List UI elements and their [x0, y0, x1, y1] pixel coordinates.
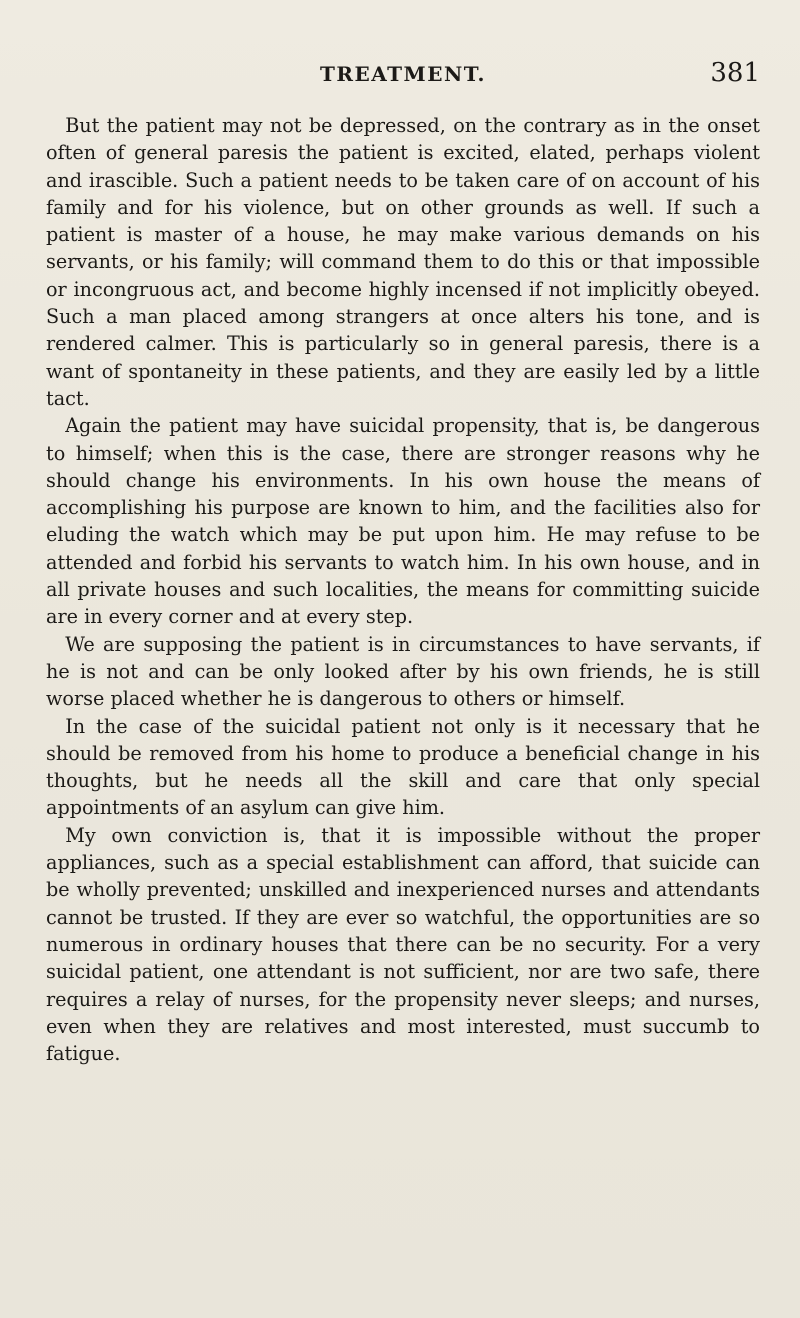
paragraph: Again the patient may have suicidal propensity, that is, be dangerous to himself; when this is the case, there are stronger reasons why he should change his environments. In his own house the means of accomplishing his purpose are known to him, and the facilities also for eluding the watch which may be put upon him. He may refuse to be attended and forbid his servants to watch him. In his own house, and in all private houses and such localities, the means for committing suicide are in every corner and at every step. — [46, 414, 760, 629]
paragraph: We are supposing the patient is in circumstances to have servants, if he is not and can be only looked after by his own friends, he is still worse placed whether he is dangerous to others or himself. — [46, 632, 760, 711]
page-number: 381 — [710, 58, 760, 88]
paragraph: But the patient may not be depressed, on the contrary as in the onset often of general paresis the patient is excited, elated, perhaps violent and irascible. Such a patient needs to be taken care of on account of his family and for his violence, but on other grounds as well. If such a patient is master of a house, he may make various demands on his servants, or his family; will command them to do this or that impossible or incongruous act, and become highly incensed if not implicitly obeyed. Such a man placed among strangers at once alters his tone, and is rendered calmer. This is particularly so in general paresis, there is a want of spontaneity in these patients, and they are easily led by a little tact. — [46, 114, 760, 410]
running-head: TREATMENT. — [320, 62, 486, 86]
paragraph: In the case of the suicidal patient not only is it necessary that he should be removed from his home to produce a beneficial change in his thoughts, but he needs all the skill and care that only special appointments of an asylum can give him. — [46, 714, 760, 820]
body-text — [46, 112, 760, 1067]
paragraph: My own conviction is, that it is impossible without the proper appliances, such as a special establishment can afford, that suicide can be wholly prevented; unskilled and inexperienced nurses and attendants cannot be trusted. If they are ever so watchful, the opportunities are so numerous in ordinary houses that there can be no security. For a very suicidal patient, one attendant is not sufficient, nor are two safe, there requires a relay of nurses, for the propensity never sleeps; and nurses, even when they are relatives and most interested, must succumb to fatigue. — [46, 823, 760, 1066]
page-header — [46, 58, 760, 102]
